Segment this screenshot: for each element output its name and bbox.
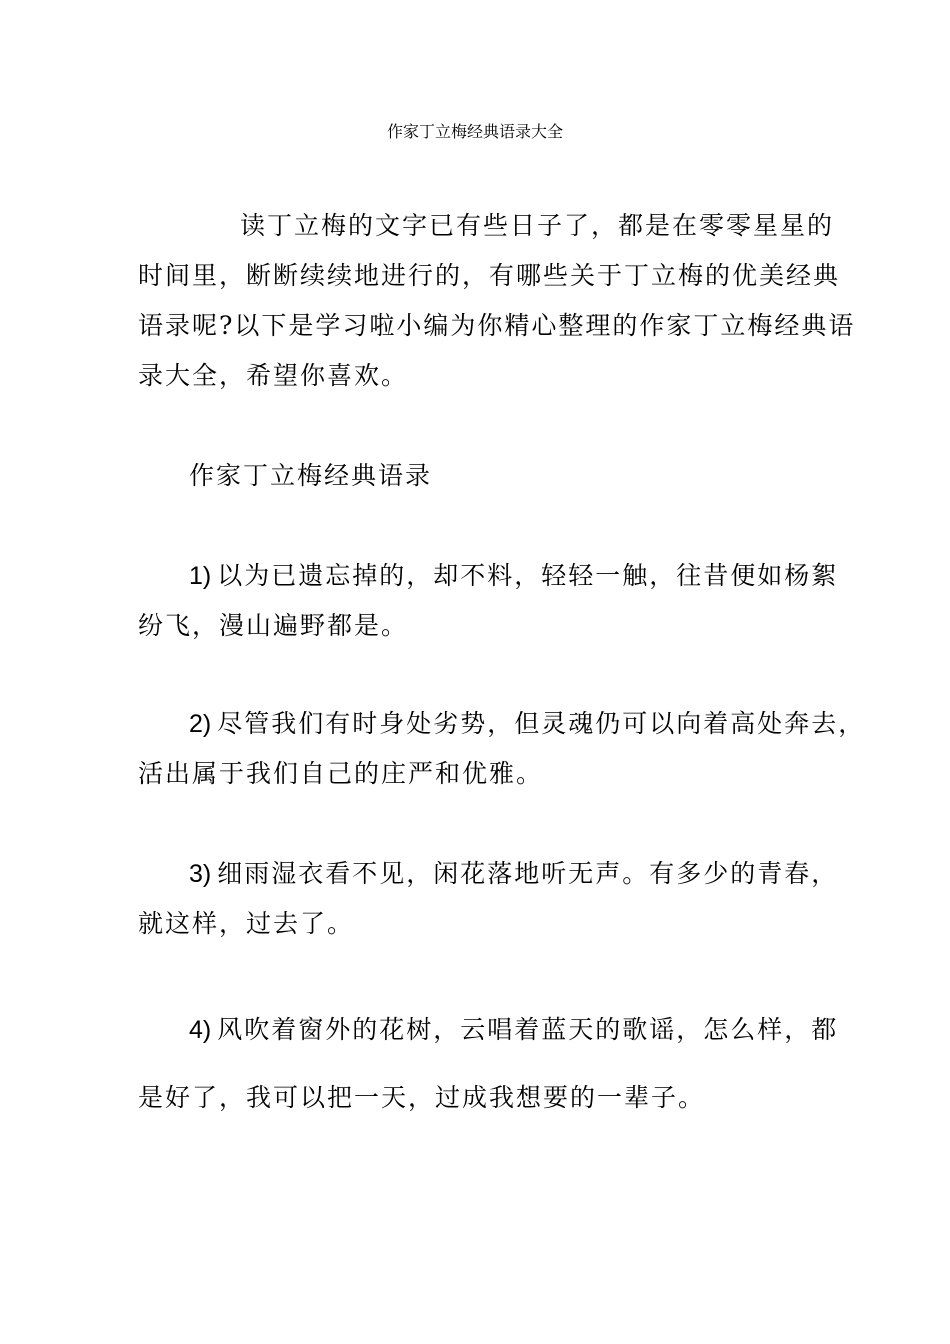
quote-2-line-2: 活出属于我们自己的庄严和优雅。 xyxy=(138,759,544,788)
quote-4-line-1 xyxy=(189,1012,838,1048)
quote-number: 1) xyxy=(189,562,212,590)
quote-number: 4) xyxy=(189,1016,212,1044)
document-title: 作家丁立梅经典语录大全 xyxy=(386,122,563,141)
quote-text: 风吹着窗外的花树，云唱着蓝天的歌谣，怎么样，都 xyxy=(217,1015,839,1044)
quote-2-line-1 xyxy=(189,706,865,742)
quote-1-line-2: 纷飞，漫山遍野都是。 xyxy=(138,611,409,640)
intro-line-2: 时间里，断断续续地进行的，有哪些关于丁立梅的优美经典 xyxy=(138,261,841,290)
quote-4-line-2: 是好了，我可以把一天，过成我想要的一辈子。 xyxy=(138,1083,706,1112)
intro-line-3: 语录呢?以下是学习啦小编为你精心整理的作家丁立梅经典语 xyxy=(138,311,856,340)
quote-text: 细雨湿衣看不见，闲花落地听无声。有多少的青春， xyxy=(217,859,839,888)
quote-text: 以为已遗忘掉的，却不料，轻轻一触，往昔便如杨絮 xyxy=(217,561,839,590)
quote-number: 3) xyxy=(189,860,212,888)
intro-line-1: 读丁立梅的文字已有些日子了，都是在零零星星的 xyxy=(240,211,835,240)
intro-line-4: 录大全，希望你喜欢。 xyxy=(138,361,409,390)
quote-text: 尽管我们有时身处劣势，但灵魂仍可以向着高处奔去， xyxy=(217,709,866,738)
quote-1-line-1 xyxy=(189,558,838,594)
quote-3-line-1 xyxy=(189,856,838,892)
quote-number: 2) xyxy=(189,710,212,738)
section-heading: 作家丁立梅经典语录 xyxy=(189,461,433,490)
quote-3-line-2: 就这样，过去了。 xyxy=(138,909,355,938)
